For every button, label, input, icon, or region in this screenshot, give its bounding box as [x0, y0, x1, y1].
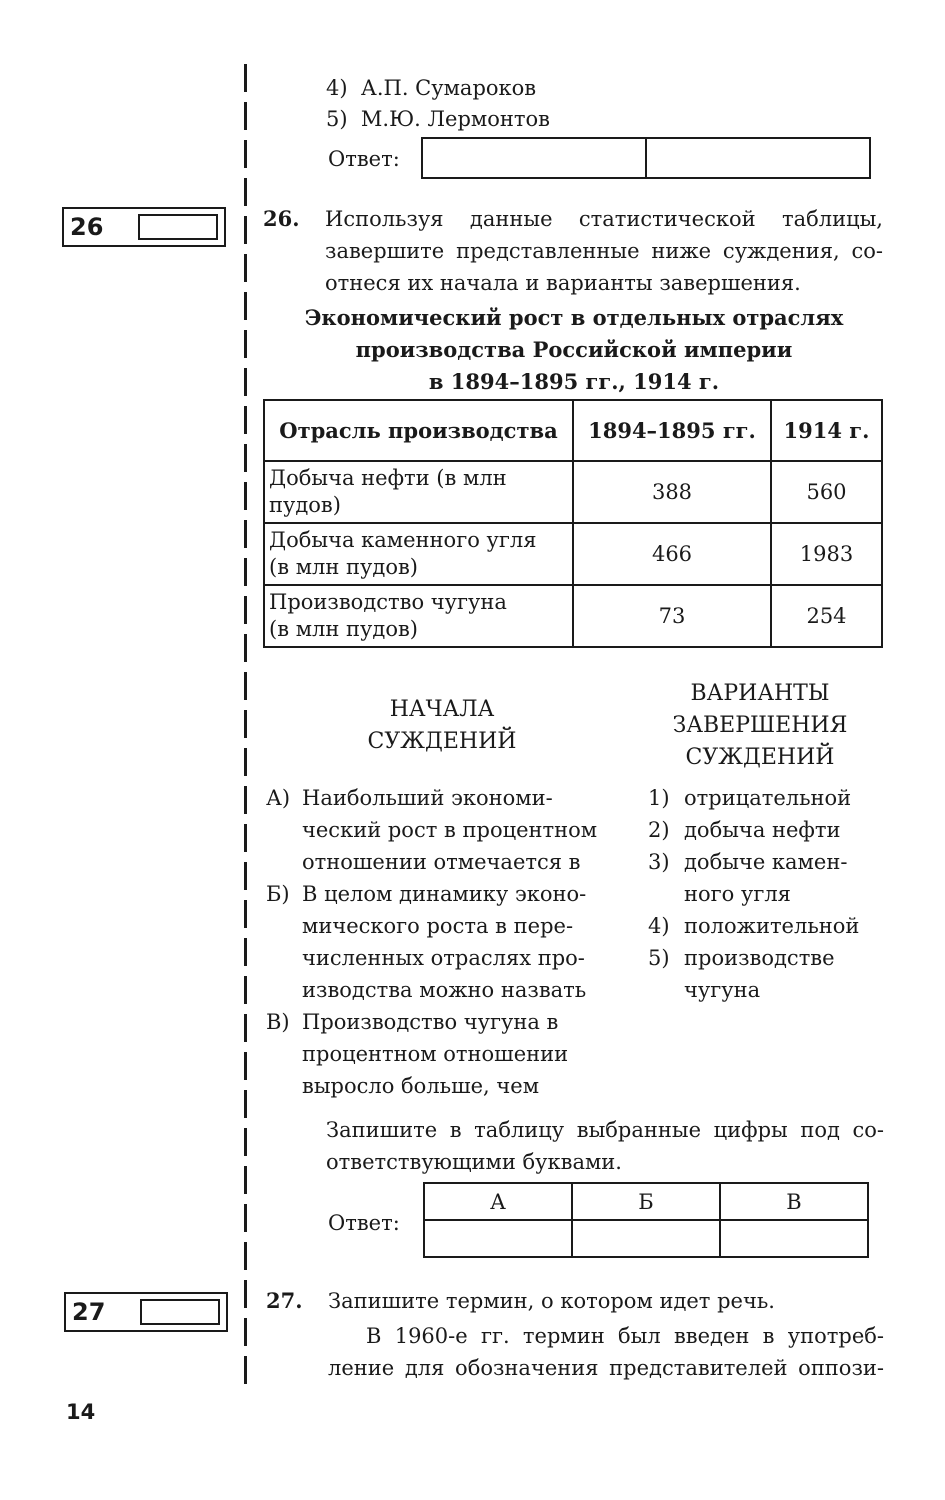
ending-5	[648, 942, 888, 1006]
beginning-line: Наибольший экономи-	[302, 786, 553, 810]
answer-header-row	[424, 1183, 868, 1220]
branch-line: пудов)	[269, 493, 341, 517]
ending-marker: 5)	[648, 946, 670, 970]
option-4: 4) А.П. Сумароков	[326, 76, 537, 100]
beginning-marker: В)	[266, 1010, 290, 1034]
beginning-marker: Б)	[266, 882, 290, 906]
answer-header-v: В	[720, 1183, 868, 1220]
beginning-marker: А)	[266, 786, 291, 810]
ending-line: отрицательной	[684, 786, 852, 810]
table-row	[264, 461, 882, 523]
task-27-number: 27.	[266, 1288, 303, 1313]
beginning-line: В целом динамику эконо-	[302, 882, 587, 906]
beginning-line: процентном отношении	[302, 1042, 569, 1066]
task-27-line: В 1960-е гг. термин был введен в употреб-	[366, 1324, 884, 1348]
task-27-box-number: 27	[72, 1298, 106, 1326]
task-26-box-number: 26	[70, 213, 104, 241]
heading-line: СУЖДЕНИЙ	[367, 729, 517, 754]
table-header-row	[264, 400, 882, 461]
ending-4	[648, 910, 888, 942]
value-cell: 466	[573, 523, 771, 585]
task-27-question: Запишите термин, о котором идет речь.	[328, 1289, 775, 1313]
answer-header-a: А	[424, 1183, 572, 1220]
ending-line: ного угля	[684, 882, 791, 906]
value-cell: 1983	[771, 523, 882, 585]
answer-header-b: Б	[572, 1183, 720, 1220]
option-5: 5) М.Ю. Лермонтов	[326, 107, 550, 131]
table-title-line: Экономический рост в отдельных отраслях	[304, 305, 844, 330]
task-27-text	[328, 1320, 884, 1384]
table-row	[264, 523, 882, 585]
ending-2	[648, 814, 888, 846]
branch-cell	[264, 585, 573, 647]
task-26-number: 26.	[263, 206, 300, 231]
prev-answer-cell-2[interactable]	[645, 139, 869, 177]
beginning-line: ческий рост в процентном	[302, 818, 598, 842]
ending-line: добыча нефти	[684, 818, 841, 842]
beginning-line: выросло больше, чем	[302, 1074, 540, 1098]
heading-line: ВАРИАНТЫ	[690, 681, 830, 706]
intro-line: отнеся их начала и варианты завершения.	[325, 271, 801, 295]
header-period-1: 1894–1895 гг.	[573, 400, 771, 461]
task-27-score-cell[interactable]	[140, 1299, 220, 1325]
branch-line: (в млн пудов)	[269, 617, 418, 641]
beginning-b	[266, 878, 626, 1006]
task-26-intro	[325, 203, 883, 299]
beginning-line: численных отраслях про-	[302, 946, 585, 970]
page-number: 14	[66, 1400, 96, 1424]
ending-line: положительной	[684, 914, 860, 938]
value-cell: 73	[573, 585, 771, 647]
branch-line: Добыча нефти (в млн	[269, 466, 507, 490]
heading-line: НАЧАЛА	[389, 697, 495, 722]
instruction-line: Запишите в таблицу выбранные цифры под со-	[326, 1118, 884, 1142]
intro-line: завершите представленные ниже суждения, со-	[325, 239, 883, 263]
heading-line: СУЖДЕНИЙ	[685, 745, 835, 770]
table-title-line: производства Российской империи	[355, 337, 793, 362]
task-27-score-box	[64, 1292, 228, 1332]
prev-answer-box[interactable]	[421, 137, 871, 179]
branch-cell	[264, 461, 573, 523]
beginnings-list	[266, 782, 626, 1102]
heading-line: ЗАВЕРШЕНИЯ	[672, 713, 848, 738]
beginning-line: отношении отмечается в	[302, 850, 581, 874]
task-26-score-box	[62, 207, 226, 247]
beginning-line: Производство чугуна в	[302, 1010, 559, 1034]
statistics-table	[263, 399, 883, 648]
ending-1	[648, 782, 888, 814]
branch-line: Добыча каменного угля	[269, 528, 537, 552]
answer-cell-b[interactable]	[572, 1220, 720, 1257]
ending-line: чугуна	[684, 978, 761, 1002]
value-cell: 388	[573, 461, 771, 523]
intro-line: Используя данные статистической таблицы,	[325, 207, 883, 231]
prev-answer-cell-1[interactable]	[423, 139, 645, 177]
task-26-answer-label: Ответ:	[328, 1211, 400, 1235]
endings-heading	[640, 678, 880, 774]
table-title	[263, 302, 885, 398]
ending-marker: 4)	[648, 914, 670, 938]
task-26-instruction	[326, 1114, 884, 1178]
answer-input-row	[424, 1220, 868, 1257]
value-cell: 560	[771, 461, 882, 523]
branch-line: Производство чугуна	[269, 590, 507, 614]
beginnings-heading	[322, 694, 562, 758]
value-cell: 254	[771, 585, 882, 647]
ending-line: производстве	[684, 946, 835, 970]
beginning-a	[266, 782, 626, 878]
ending-line: добыче камен-	[684, 850, 848, 874]
ending-marker: 2)	[648, 818, 670, 842]
header-period-2: 1914 г.	[771, 400, 882, 461]
header-branch: Отрасль производства	[264, 400, 573, 461]
dashed-separator	[244, 64, 247, 1389]
beginning-line: мического роста в пере-	[302, 914, 574, 938]
answer-cell-v[interactable]	[720, 1220, 868, 1257]
beginning-v	[266, 1006, 626, 1102]
endings-list	[648, 782, 888, 1006]
branch-cell	[264, 523, 573, 585]
branch-line: (в млн пудов)	[269, 555, 418, 579]
ending-marker: 1)	[648, 786, 670, 810]
task-26-answer-table	[423, 1182, 869, 1258]
table-row	[264, 585, 882, 647]
table-title-line: в 1894–1895 гг., 1914 г.	[428, 369, 720, 394]
prev-answer-label: Ответ:	[328, 147, 400, 171]
instruction-line: ответствующими буквами.	[326, 1150, 622, 1174]
ending-marker: 3)	[648, 850, 670, 874]
answer-cell-a[interactable]	[424, 1220, 572, 1257]
ending-3	[648, 846, 888, 910]
beginning-line: изводства можно назвать	[302, 978, 587, 1002]
task-27-line: ление для обозначения представителей оппози-	[328, 1356, 884, 1380]
task-26-score-cell[interactable]	[138, 214, 218, 240]
